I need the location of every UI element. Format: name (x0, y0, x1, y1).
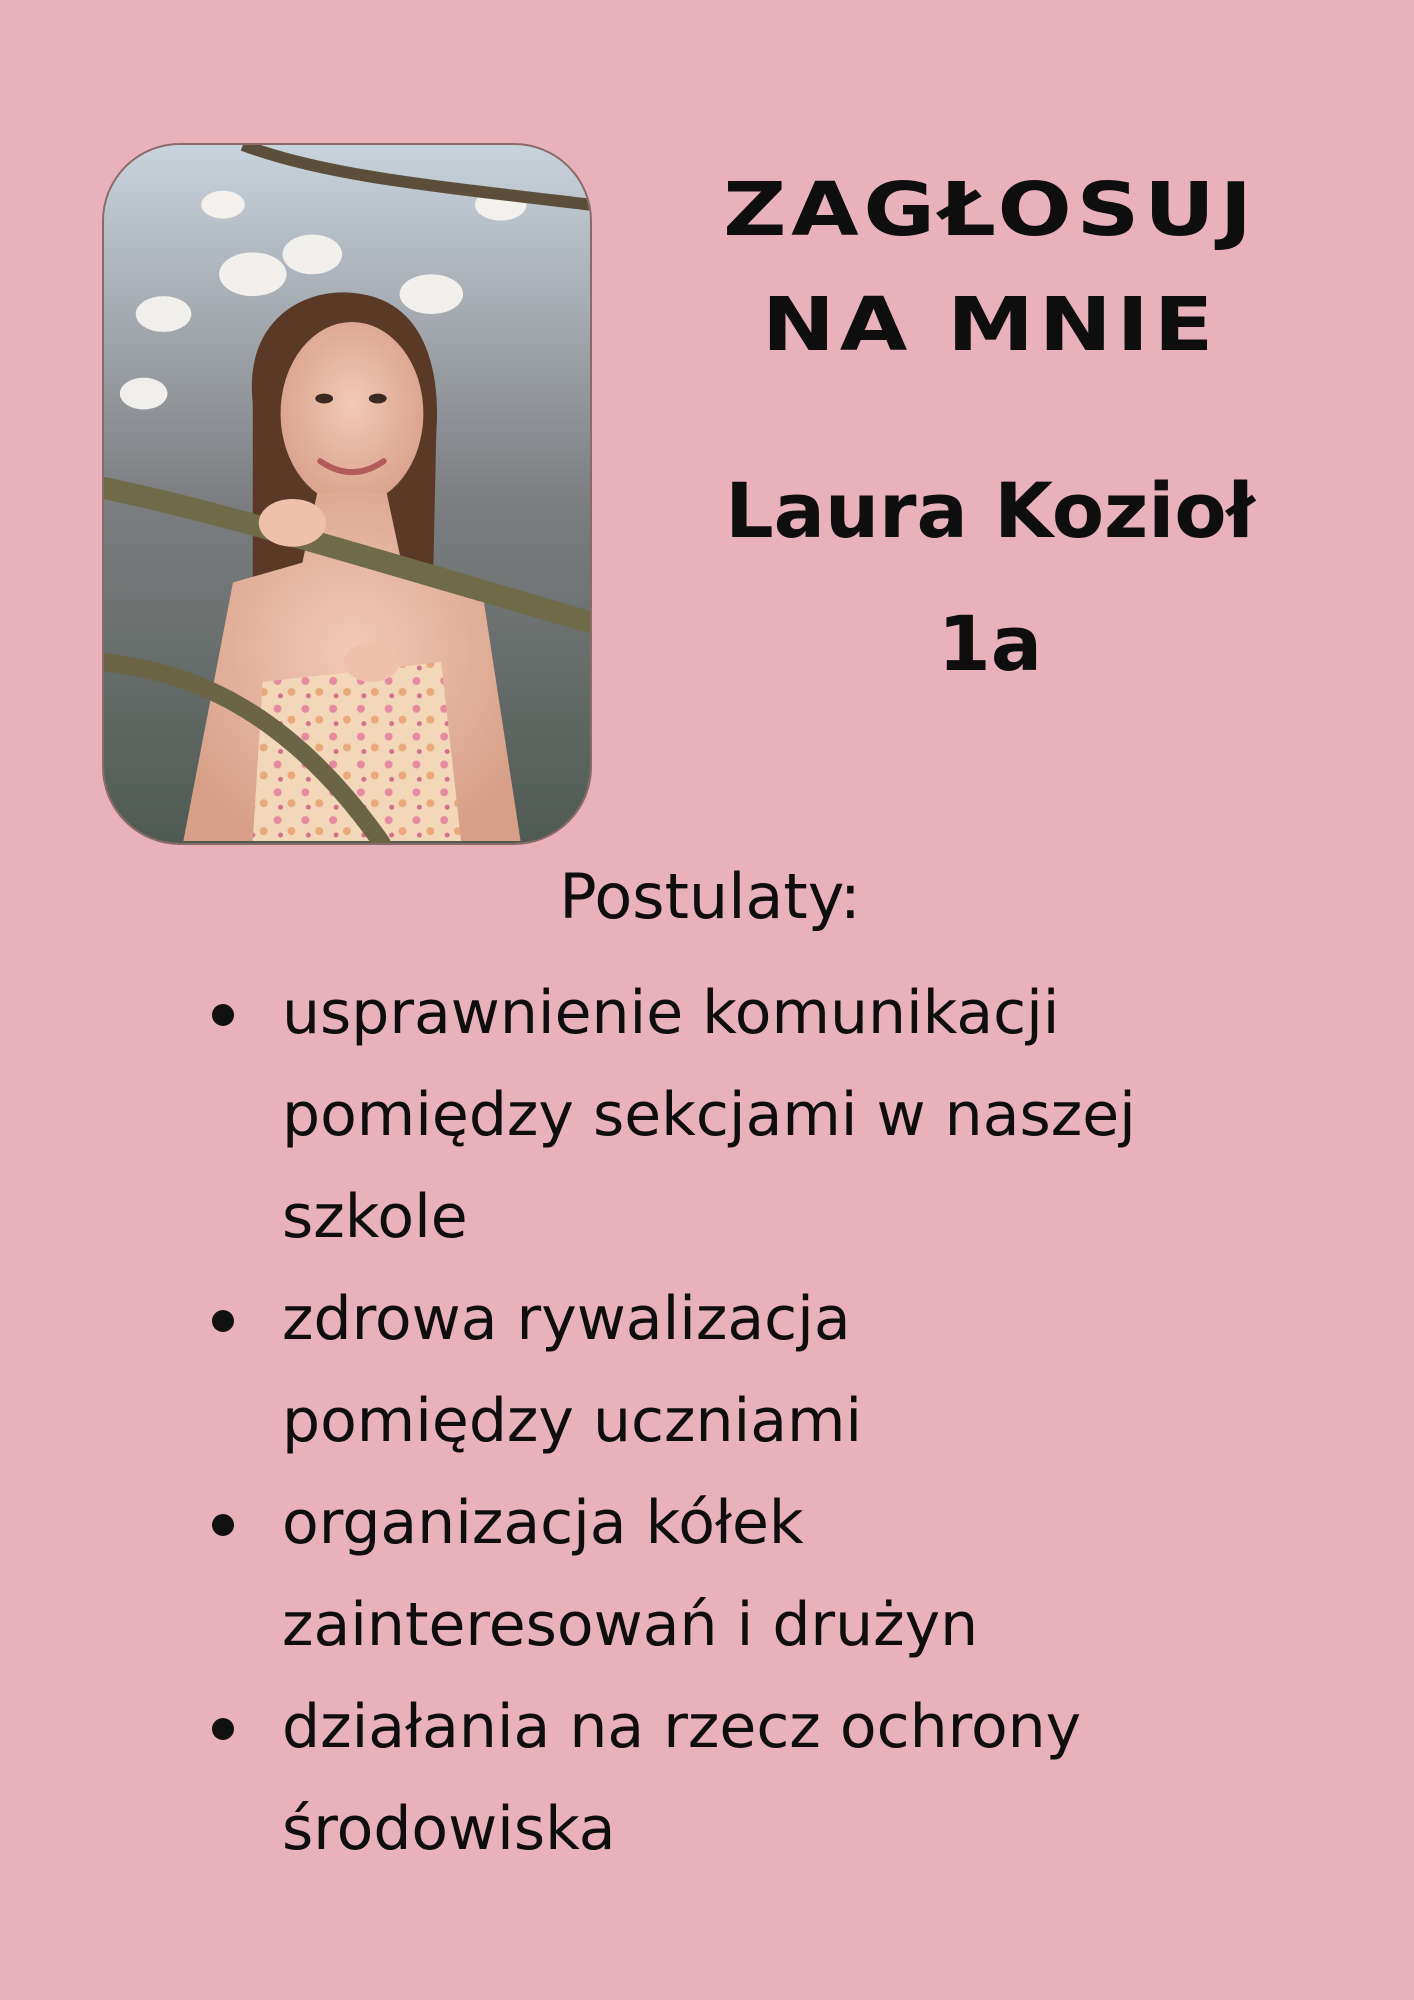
list-item-line: zainteresowań i drużyn (282, 1590, 979, 1660)
list-item-line: pomiędzy sekcjami w naszej (282, 1080, 1136, 1150)
list-item-line: usprawnienie komunikacji (282, 978, 1060, 1048)
bullet-icon (212, 1004, 234, 1026)
list-item-line: działania na rzecz ochrony (282, 1692, 1082, 1762)
list-item-line: organizacja kółek (282, 1488, 804, 1558)
list-item (210, 962, 1360, 1268)
candidate-class: 1a (937, 599, 1043, 688)
portrait-illustration (104, 145, 590, 843)
list-item-line: środowiska (282, 1794, 616, 1864)
list-item (210, 1676, 1360, 1880)
list-item-line: szkole (282, 1182, 468, 1252)
bullet-icon (212, 1718, 234, 1740)
bullet-icon (212, 1514, 234, 1536)
list-item-line: pomiędzy uczniami (282, 1386, 863, 1456)
list-item (210, 1268, 1360, 1472)
postulates-list (210, 962, 1360, 1880)
headline-vote: ZAGŁOSUJ (723, 167, 1257, 253)
headline-for-me: NA MNIE (761, 282, 1219, 368)
postulates-heading: Postulaty: (559, 860, 861, 933)
list-item (210, 1472, 1360, 1676)
bullet-icon (212, 1310, 234, 1332)
list-item-line: zdrowa rywalizacja (282, 1284, 851, 1354)
candidate-name: Laura Kozioł (725, 466, 1255, 555)
candidate-photo (102, 143, 592, 845)
